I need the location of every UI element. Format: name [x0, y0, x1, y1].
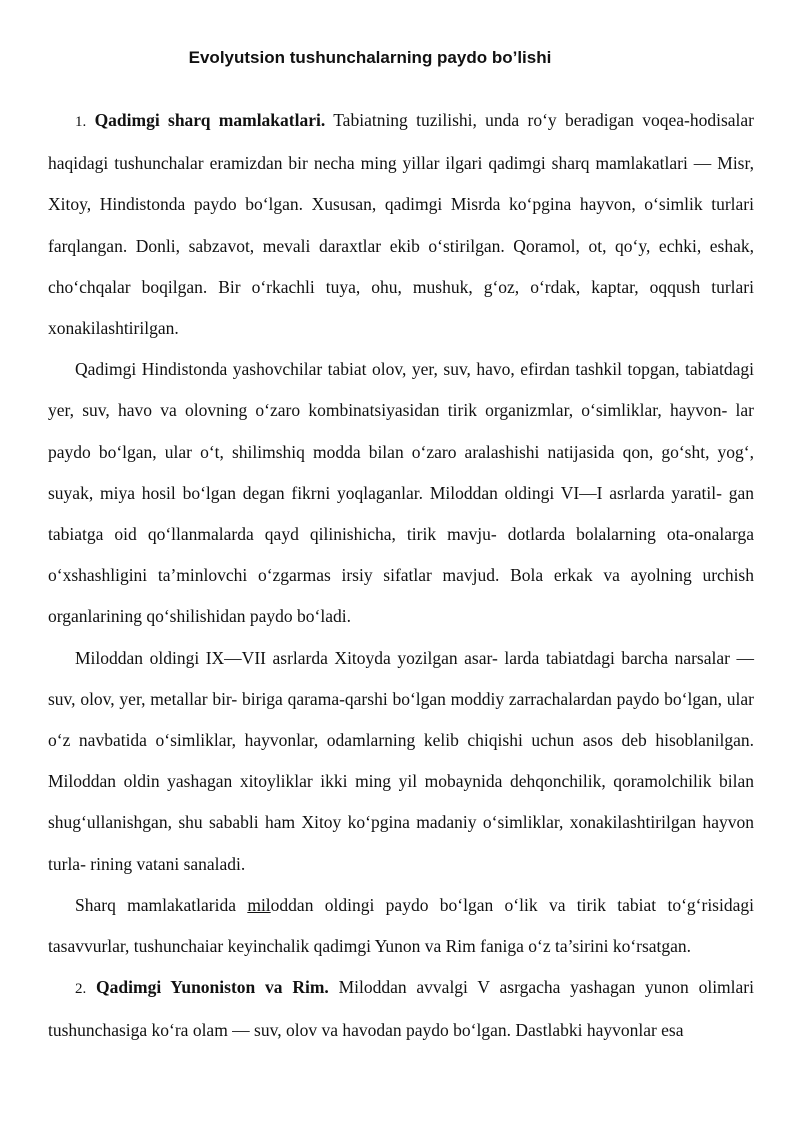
section-2-text: Miloddan avvalgi V asrgacha yashagan yunon olimlari tushunchasiga ko‘ra olam — suv, olov va havodan paydo bo‘lgan. Dastlabki hayvonlar esa [48, 977, 754, 1041]
section-1-text: Tabiatning tuzilishi, unda ro‘y beradigan voqea-hodisalar haqidagi tushunchalar eramizdan bir necha ming yillar ilgari qadimgi sharq mamlakatlari — Misr, Xitoy, Hindistonda paydo bo‘lgan. Xususan, qadimgi Misrda ko‘pgina hayvon, o‘simlik turlari farqlangan. Donli, sabzavot, mevali daraxtlar ekib o‘stirilgan. Qoramol, ot, qo‘y, echki, eshak, cho‘chqalar boqilgan. Bir o‘rkachli tuya, ohu, mushuk, g‘oz, o‘rdak, kaptar, oqqush turlari xonakilashtirilgan. [48, 110, 754, 339]
paragraph-4-before: Sharq mamlakatlarida [75, 894, 248, 915]
section-1-heading: Qadimgi sharq mamlakatlari. [94, 110, 326, 130]
document-body [48, 100, 754, 1052]
paragraph-xitoy: Miloddan oldingi IX—VII asrlarda Xitoyda yozilgan asar- larda tabiatdagi barcha narsalar — suv, olov, yer, metallar bir- biriga qarama-qarshi bo‘lgan moddiy zarrachalardan paydo bo‘lgan, ular o‘z navbatida o‘simliklar, hayvonlar, odamlarning kelib chiqishi uchun asos deb hisoblanilgan. Miloddan oldin yashagan xitoyliklar ikki ming yil mobaynida dehqonchilik, qoramolchilik bilan shug‘ullanishgan, shu sababli ham Xitoy ko‘pgina madaniy o‘simliklar, xonakilashtirilgan hayvon turla- rining vatani sanaladi. [48, 647, 754, 874]
paragraph-hindiston: Qadimgi Hindistonda yashovchilar tabiat olov, yer, suv, havo, efirdan tashkil topgan, tabiatdagi yer, suv, havo va olovning o‘zaro kombinatsiyasidan tirik organizmlar, o‘simliklar, hayvon- lar paydo bo‘lgan, ular o‘t, shilimshiq modda bilan o‘zaro aralashishi natijasida qon, go‘sht, yog‘, suyak, miya hosil bo‘lgan degan fikrni yoqlaganlar. Miloddan oldingi VI—I asrlarda yaratil- gan tabiatga oid qo‘llanmalarda qayd qilinishicha, tirik mavju- dotlarda bolalarning ota-onalarga o‘xshashligini ta’minlovchi o‘zgarmas irsiy sifatlar mavjud. Bola erkak va ayolning urchish organlarining qo‘shilishidan paydo bo‘ladi. [48, 359, 754, 627]
paragraph-4-after: oddan oldingi paydo bo‘lgan o‘lik va tirik tabiat to‘g‘risidagi tasavvurlar, tushunchaiar keyinchalik qadimgi Yunon va Rim faniga o‘z ta’sirini ko‘rsatgan. [48, 894, 754, 957]
paragraph-section-1 [48, 100, 754, 349]
document-title: Evolyutsion tushunchalarning paydo bo’lishi [188, 48, 552, 67]
paragraph-section-2 [48, 967, 754, 1051]
paragraph-sharq-tasavvurlar [48, 885, 754, 967]
section-1-number: 1. [75, 114, 87, 130]
section-2-number: 2. [75, 981, 87, 998]
section-2-heading: Qadimgi Yunoniston va Rim. [96, 977, 329, 998]
underlined-text: mil [247, 894, 271, 915]
